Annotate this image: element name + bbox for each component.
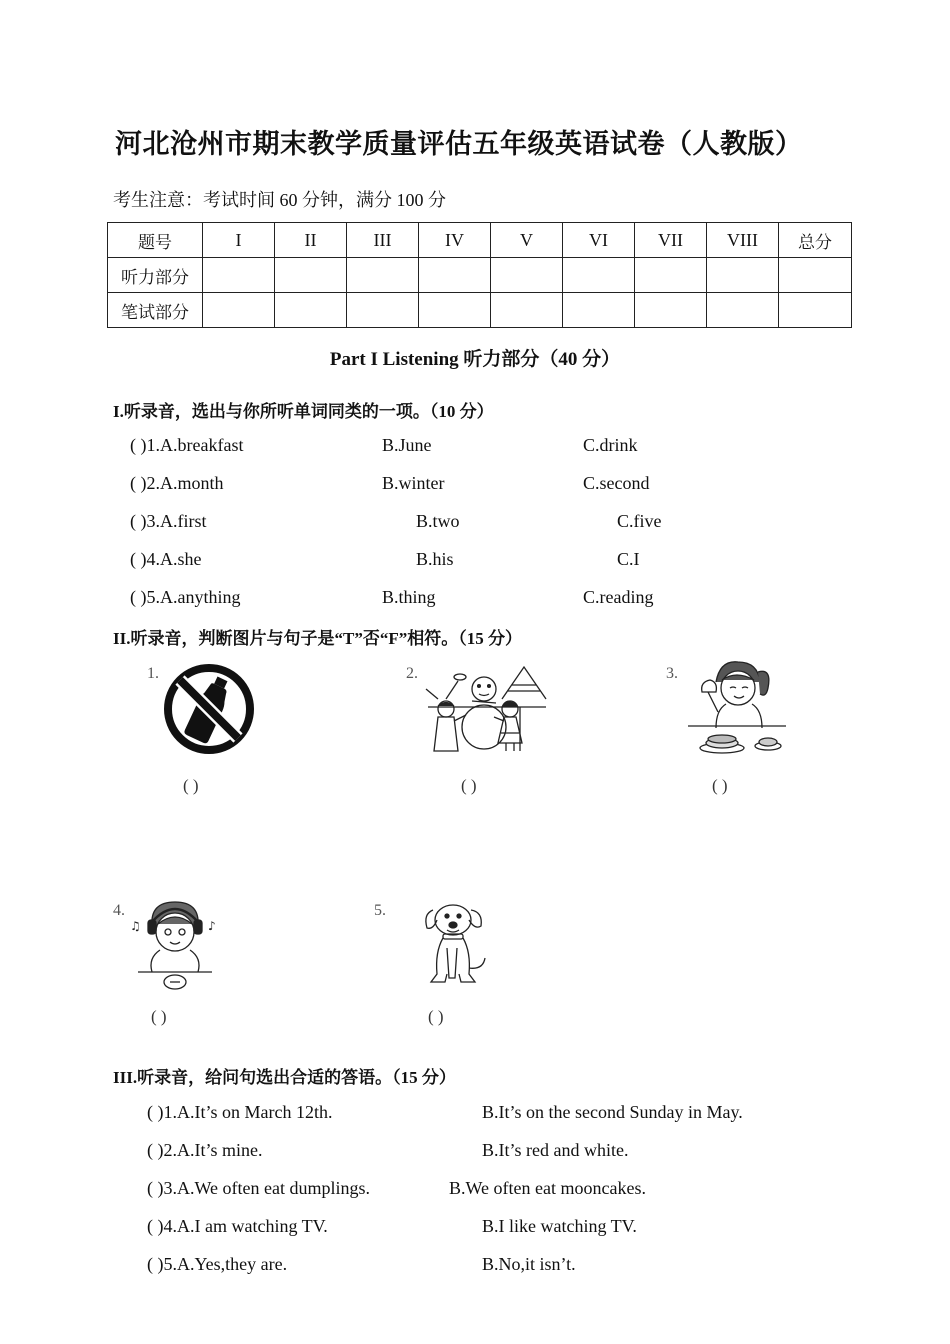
s1-q2: ( )2.A.month: [130, 473, 224, 493]
s1-q4: ( )4.A.she: [130, 549, 202, 569]
picture5-answer-paren: ( ): [428, 1007, 444, 1026]
score-header-cell: IV: [419, 223, 491, 258]
score-header-cell: 题号: [108, 223, 203, 258]
s1-q4-c: C.I: [617, 549, 640, 569]
s1-q1-c: C.drink: [583, 435, 638, 455]
score-table-row: [108, 293, 852, 328]
picture4-answer-paren: ( ): [151, 1007, 167, 1026]
score-table-header-row: [108, 223, 852, 258]
score-row-label: 听力部分: [108, 258, 203, 293]
svg-text:♪: ♪: [208, 919, 216, 933]
section3-title: III.听录音，给问句选出合适的答语。（15 分）: [113, 1068, 456, 1087]
score-header-cell: 总分: [779, 223, 852, 258]
s1-q5-c: C.reading: [583, 587, 654, 607]
s1-q3: ( )3.A.first: [130, 511, 207, 531]
picture3-number: 3.: [666, 665, 678, 682]
s1-q1-b: B.June: [382, 435, 432, 455]
s1-q2-c: C.second: [583, 473, 650, 493]
picture2-number: 2.: [406, 665, 418, 682]
s3-q1-b: B.It’s on the second Sunday in May.: [482, 1102, 743, 1122]
s3-q3-b: B.We often eat mooncakes.: [449, 1178, 646, 1198]
part1-title: Part I Listening 听力部分（40 分）: [329, 349, 621, 370]
score-table-row: [108, 258, 852, 293]
picture2-answer-paren: ( ): [461, 776, 477, 795]
s1-q3-c: C.five: [617, 511, 662, 531]
s1-q5: ( )5.A.anything: [130, 587, 241, 607]
picture3-answer-paren: ( ): [712, 776, 728, 795]
picture1-number: 1.: [147, 665, 159, 682]
score-header-cell: I: [203, 223, 275, 258]
score-header-cell: V: [491, 223, 563, 258]
score-header-cell: VIII: [707, 223, 779, 258]
picture4-number: 4.: [113, 902, 125, 919]
score-table: [107, 222, 852, 328]
score-header-cell: III: [347, 223, 419, 258]
s1-q5-b: B.thing: [382, 587, 436, 607]
score-header-cell: VII: [635, 223, 707, 258]
score-header-cell: VI: [563, 223, 635, 258]
exam-notice: 考生注意：考试时间 60 分钟，满分 100 分: [113, 190, 446, 210]
snowman-kids-icon: [424, 659, 548, 753]
s3-q4-b: B.I like watching TV.: [482, 1216, 637, 1236]
score-row-label: 笔试部分: [108, 293, 203, 328]
s1-q4-b: B.his: [416, 549, 454, 569]
section2-title: II.听录音，判断图片与句子是“T”否“F”相符。（15 分）: [113, 629, 522, 648]
girl-listening-music-icon: [128, 896, 222, 994]
section1-title: I.听录音，选出与你所听单词同类的一项。（10 分）: [113, 402, 494, 421]
s3-q4: ( )4.A.I am watching TV.: [147, 1216, 328, 1236]
s3-q3: ( )3.A.We often eat dumplings.: [147, 1178, 370, 1198]
s3-q5: ( )5.A.Yes,they are.: [147, 1254, 288, 1274]
dog-icon: [419, 898, 491, 990]
picture5-number: 5.: [374, 902, 386, 919]
s1-q1: ( )1.A.breakfast: [130, 435, 244, 455]
girl-eating-icon: [686, 658, 790, 758]
s3-q1: ( )1.A.It’s on March 12th.: [147, 1102, 333, 1122]
picture1-answer-paren: ( ): [183, 776, 199, 795]
s3-q2: ( )2.A.It’s mine.: [147, 1140, 263, 1160]
score-header-cell: II: [275, 223, 347, 258]
s3-q5-b: B.No,it isn’t.: [482, 1254, 576, 1274]
s3-q2-b: B.It’s red and white.: [482, 1140, 629, 1160]
s1-q3-b: B.two: [416, 511, 460, 531]
s1-q2-b: B.winter: [382, 473, 445, 493]
page-title: 河北沧州市期末教学质量评估五年级英语试卷（人教版）: [115, 129, 803, 160]
no-bottle-icon: [162, 662, 256, 756]
svg-text:♫: ♫: [130, 919, 141, 933]
